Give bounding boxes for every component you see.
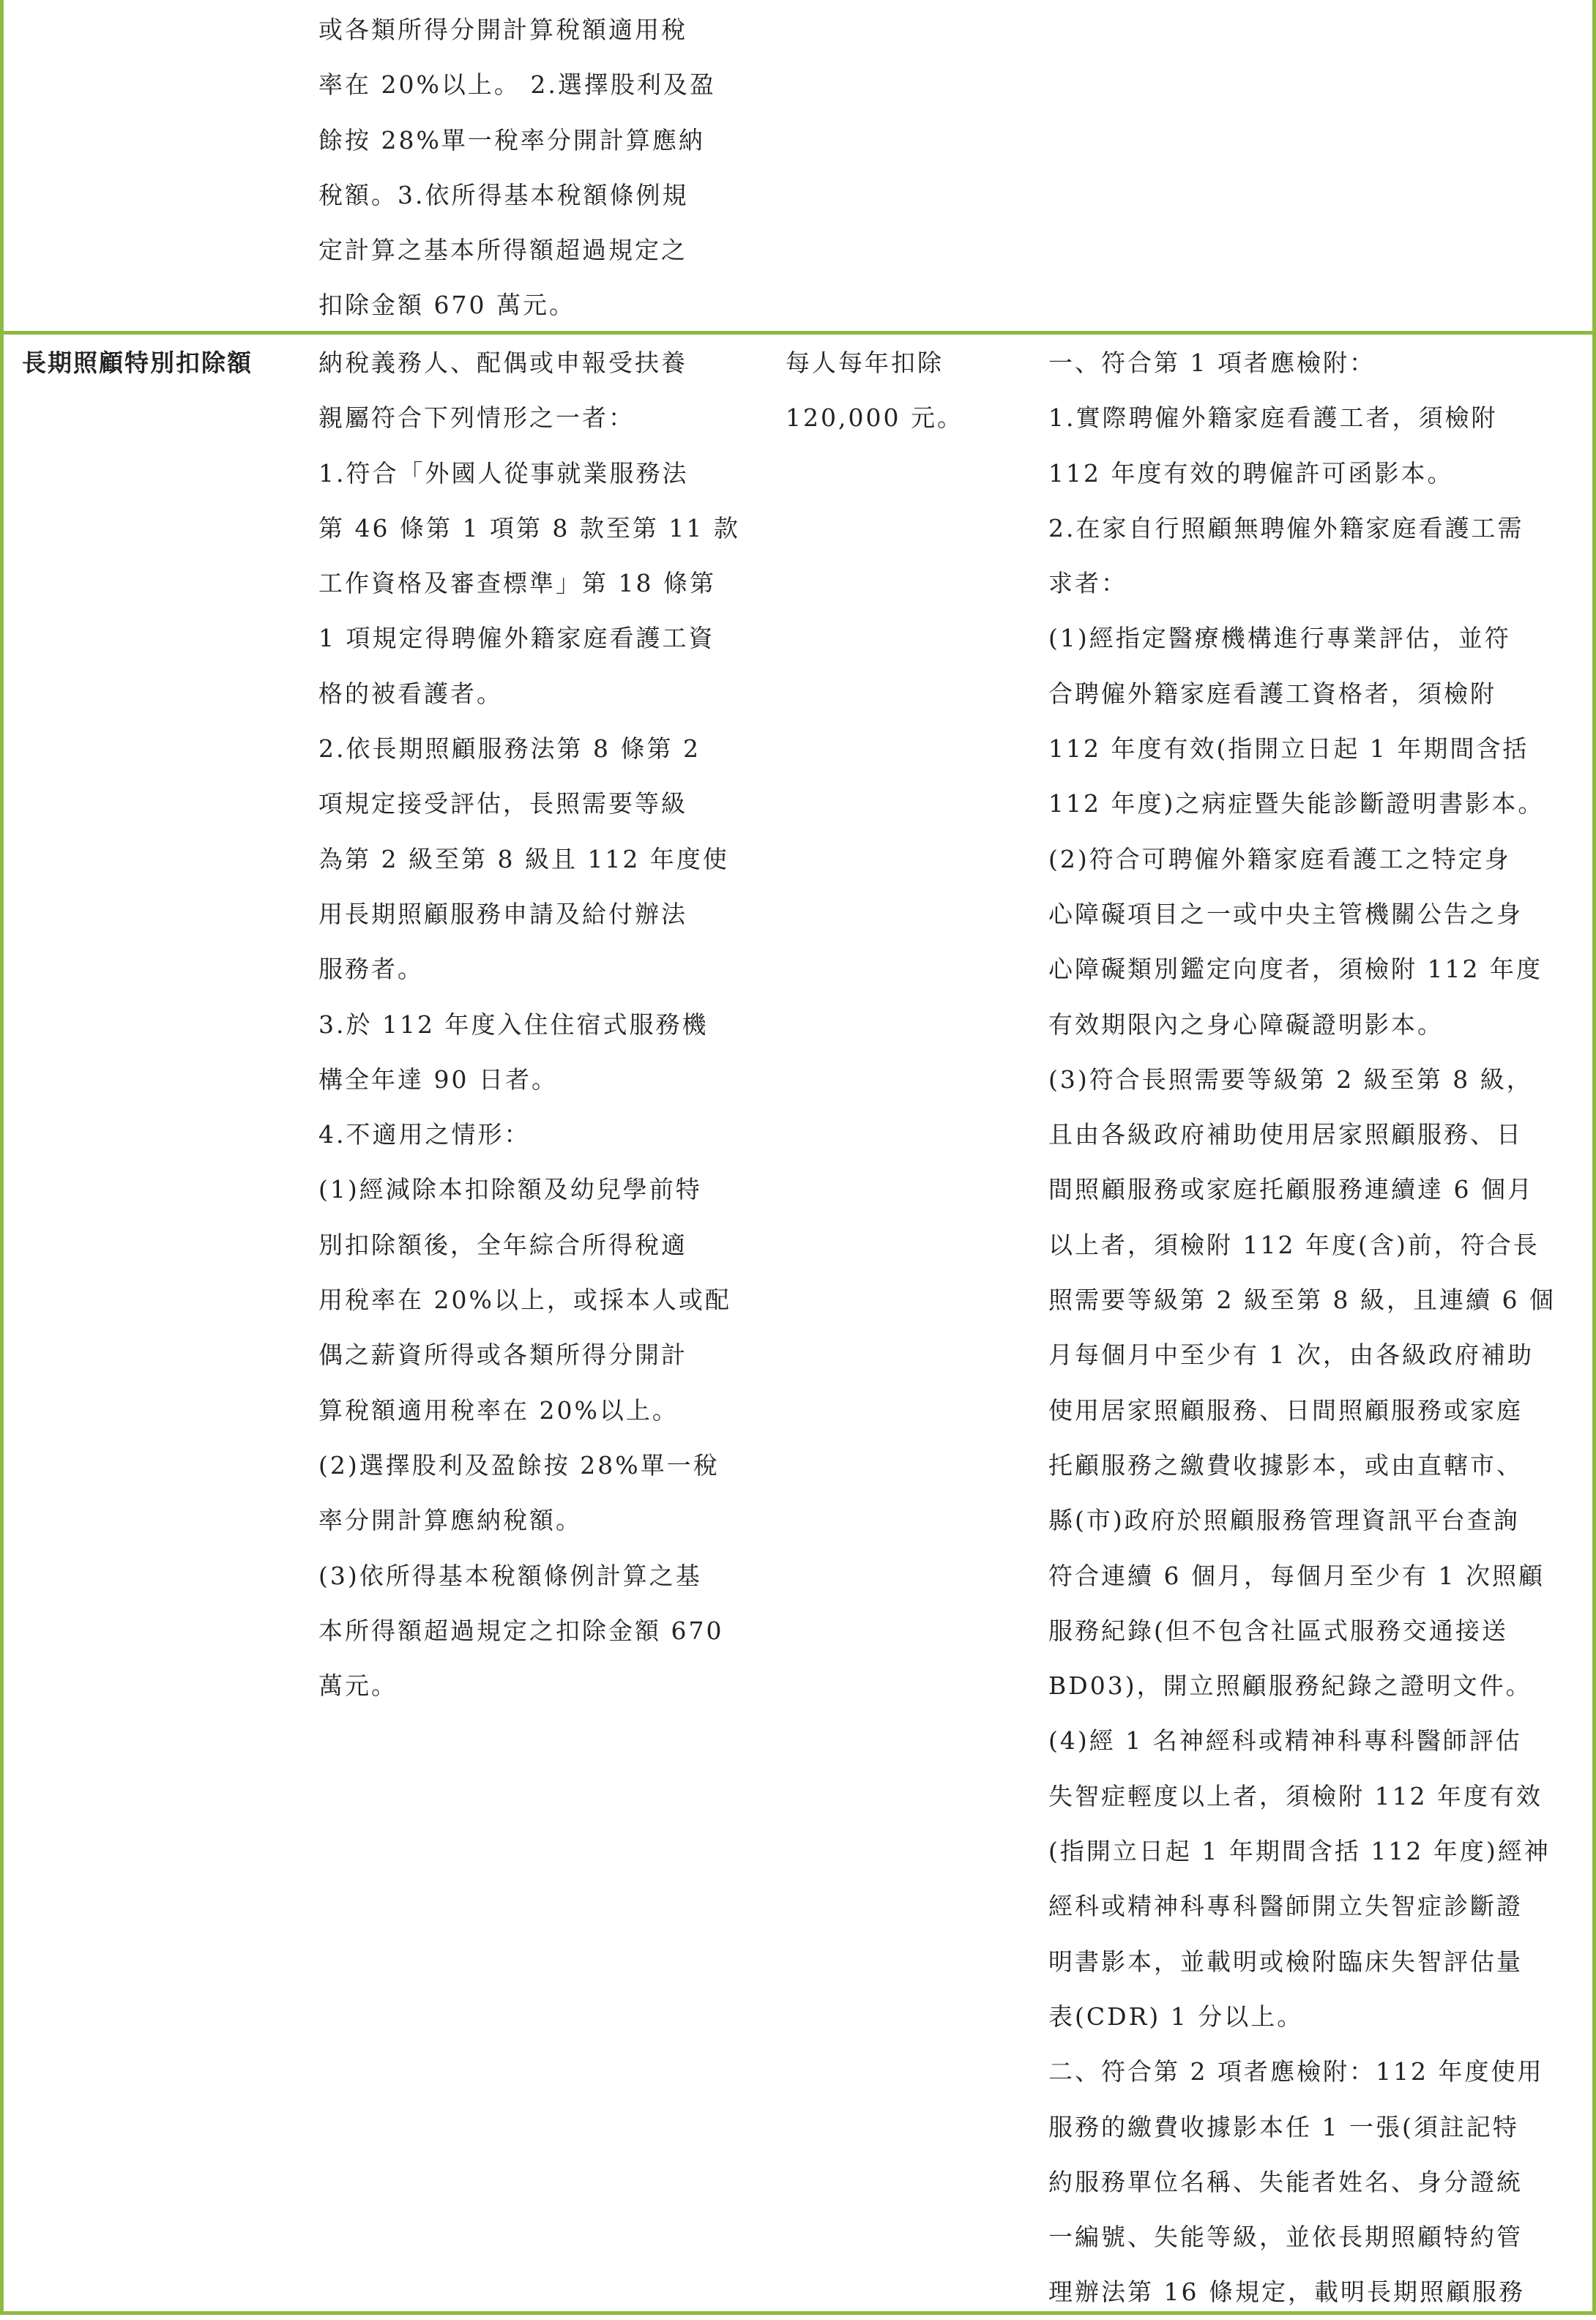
text-line: 有效期限內之身心障礙證明影本。 bbox=[1048, 1010, 1444, 1039]
text-line: 求者： bbox=[1048, 569, 1127, 598]
text-line: (3)符合長照需要等級第 2 級至第 8 級， bbox=[1048, 1064, 1533, 1094]
text-line: 率分開計算應納稅額。 bbox=[318, 1506, 582, 1535]
row-divider bbox=[4, 331, 1592, 335]
text-line: 縣(市)政府於照顧服務管理資訊平台查詢 bbox=[1048, 1506, 1520, 1535]
conditions-cell bbox=[318, 335, 758, 1713]
item-name-cell bbox=[22, 335, 307, 390]
text-line: 稅額。3.依所得基本稅額條例規 bbox=[318, 180, 689, 209]
text-line: 餘按 28%單一稅率分開計算應納 bbox=[318, 125, 705, 154]
text-line: 心障礙項目之一或中央主管機關公告之身 bbox=[1048, 899, 1523, 928]
text-line: 服務的繳費收據影本任 1 一張(須註記特 bbox=[1048, 2112, 1519, 2141]
text-line: 別扣除額後，全年綜合所得稅適 bbox=[318, 1230, 687, 1259]
text-line: 表(CDR) 1 分以上。 bbox=[1048, 2002, 1304, 2031]
text-line: 扣除金額 670 萬元。 bbox=[318, 291, 575, 320]
text-line: 心障礙類別鑑定向度者，須檢附 112 年度 bbox=[1048, 955, 1543, 984]
text-line: 定計算之基本所得額超過規定之 bbox=[318, 236, 687, 265]
text-line: 3.於 112 年度入住住宿式服務機 bbox=[318, 1010, 709, 1039]
text-line: 合聘僱外籍家庭看護工資格者，須檢附 bbox=[1048, 679, 1496, 708]
text-line: (4)經 1 名神經科或精神科專科醫師評估 bbox=[1048, 1726, 1522, 1756]
text-line: 一編號、失能等級，並依長期照顧特約管 bbox=[1048, 2223, 1523, 2252]
text-line: 為第 2 級至第 8 級且 112 年度使 bbox=[318, 844, 729, 873]
text-line: (1)經指定醫療機構進行專業評估，並符 bbox=[1048, 624, 1511, 653]
deduction-amount-cell bbox=[786, 335, 1005, 446]
item-name: 長期照顧特別扣除額 bbox=[22, 348, 253, 377]
text-line: 2.在家自行照顧無聘僱外籍家庭看護工需 bbox=[1048, 513, 1524, 542]
text-line: 服務者。 bbox=[318, 955, 424, 984]
text-line: (2)符合可聘僱外籍家庭看護工之特定身 bbox=[1048, 844, 1511, 873]
top-row-conditions-cell bbox=[318, 2, 758, 333]
text-line: 4.不適用之情形： bbox=[318, 1120, 531, 1149]
text-line: (1)經減除本扣除額及幼兒學前特 bbox=[318, 1175, 702, 1204]
text-line: 使用居家照顧服務、日間照顧服務或家庭 bbox=[1048, 1395, 1523, 1425]
text-line: 偶之薪資所得或各類所得分開計 bbox=[318, 1340, 687, 1370]
text-line: 親屬符合下列情形之一者： bbox=[318, 403, 635, 433]
text-line: 明書影本，並載明或檢附臨床失智評估量 bbox=[1048, 1947, 1523, 1976]
text-line: 間照顧服務或家庭托顧服務連續達 6 個月 bbox=[1048, 1175, 1534, 1204]
text-line: 托顧服務之繳費收據影本，或由直轄市、 bbox=[1048, 1450, 1523, 1480]
text-line: 第 46 條第 1 項第 8 款至第 11 款 bbox=[318, 513, 740, 542]
text-line: 120,000 元。 bbox=[786, 403, 963, 433]
text-line: (2)選擇股利及盈餘按 28%單一稅 bbox=[318, 1450, 720, 1480]
text-line: 理辦法第 16 條規定，載明長期照顧服務 bbox=[1048, 2278, 1525, 2307]
text-line: 服務紀錄(但不包含社區式服務交通接送 bbox=[1048, 1616, 1508, 1645]
text-line: 或各類所得分開計算稅額適用稅 bbox=[318, 15, 687, 44]
text-line: 經科或精神科專科醫師開立失智症診斷證 bbox=[1048, 1892, 1523, 1921]
text-line: BD03)，開立照顧服務紀錄之證明文件。 bbox=[1048, 1671, 1532, 1701]
text-line: 格的被看護者。 bbox=[318, 679, 503, 708]
text-line: (指開立日起 1 年期間含括 112 年度)經神 bbox=[1048, 1837, 1551, 1866]
text-line: 以上者，須檢附 112 年度(含)前，符合長 bbox=[1048, 1230, 1540, 1259]
text-line: (3)依所得基本稅額條例計算之基 bbox=[318, 1561, 702, 1590]
text-line: 算稅額適用稅率在 20%以上。 bbox=[318, 1395, 679, 1425]
text-line: 1.實際聘僱外籍家庭看護工者，須檢附 bbox=[1048, 403, 1498, 433]
text-line: 約服務單位名稱、失能者姓名、身分證統 bbox=[1048, 2167, 1523, 2196]
text-line: 二、符合第 2 項者應檢附：112 年度使用 bbox=[1048, 2057, 1544, 2086]
required-documents-cell bbox=[1048, 335, 1590, 2320]
text-line: 1.符合「外國人從事就業服務法 bbox=[318, 458, 689, 488]
text-line: 112 年度有效的聘僱許可函影本。 bbox=[1048, 458, 1454, 488]
text-line: 項規定接受評估，長照需要等級 bbox=[318, 789, 687, 818]
text-line: 且由各級政府補助使用居家照顧服務、日 bbox=[1048, 1120, 1523, 1149]
text-line: 構全年達 90 日者。 bbox=[318, 1064, 558, 1094]
text-line: 一、符合第 1 項者應檢附： bbox=[1048, 348, 1376, 377]
text-line: 112 年度有效(指開立日起 1 年期間含括 bbox=[1048, 734, 1529, 764]
text-line: 本所得額超過規定之扣除金額 670 bbox=[318, 1616, 724, 1645]
text-line: 用長期照顧服務申請及給付辦法 bbox=[318, 899, 687, 928]
text-line: 1 項規定得聘僱外籍家庭看護工資 bbox=[318, 624, 715, 653]
text-line: 照需要等級第 2 級至第 8 級，且連續 6 個 bbox=[1048, 1286, 1556, 1315]
text-line: 用稅率在 20%以上，或採本人或配 bbox=[318, 1286, 731, 1315]
text-line: 失智症輕度以上者，須檢附 112 年度有效 bbox=[1048, 1781, 1543, 1810]
text-line: 112 年度)之病症暨失能診斷證明書影本。 bbox=[1048, 789, 1545, 818]
text-line: 萬元。 bbox=[318, 1671, 398, 1701]
text-line: 工作資格及審查標準」第 18 條第 bbox=[318, 569, 716, 598]
text-line: 2.依長期照顧服務法第 8 條第 2 bbox=[318, 734, 701, 764]
text-line: 符合連續 6 個月，每個月至少有 1 次照顧 bbox=[1048, 1561, 1545, 1590]
text-line: 月每個月中至少有 1 次，由各級政府補助 bbox=[1048, 1340, 1534, 1370]
text-line: 率在 20%以上。 2.選擇股利及盈 bbox=[318, 70, 716, 100]
text-line: 納稅義務人、配偶或申報受扶養 bbox=[318, 348, 687, 377]
text-line: 每人每年扣除 bbox=[786, 348, 944, 377]
